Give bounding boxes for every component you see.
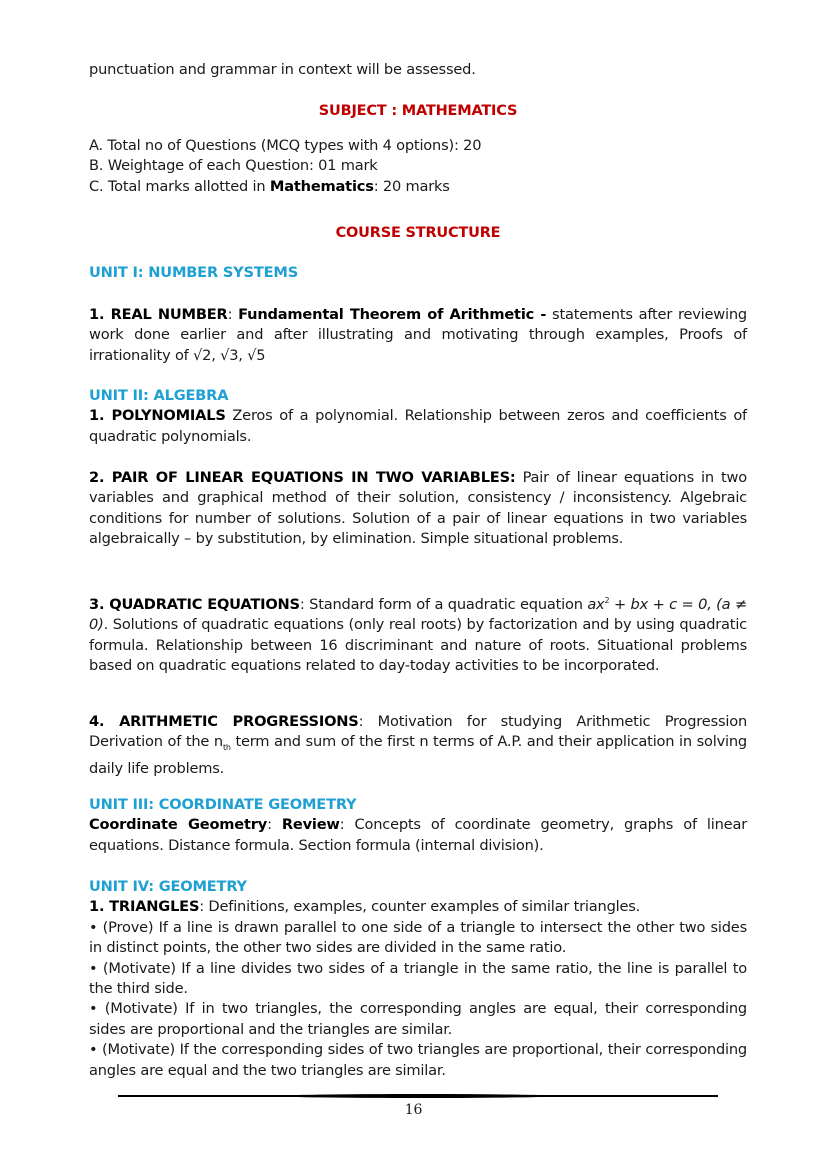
exam-info [89, 136, 747, 197]
topic-text: : Motivation for studying Arithmetic Progression Derivation of the n [89, 713, 748, 751]
bullet-item: • (Motivate) If the corresponding sides of two triangles are proportional, their corresponding angles are equal and the two triangles are similar. [89, 1041, 747, 1079]
topic-text: statements after reviewing work done earlier and after illustrating and motivating through examples, Proofs of irrationality of √2, √3, √5 [89, 306, 747, 364]
bullet-item: • (Motivate) If in two triangles, the corresponding angles are equal, their corresponding sides are proportional and the triangles are similar. [89, 1000, 747, 1038]
bullet-item: • (Motivate) If a line divides two sides of a triangle in the same ratio, the line is parallel to the third side. [89, 959, 747, 998]
topic-text: Zeros of a polynomial. Relationship between zeros and coefficients of quadratic polynomials. [89, 407, 747, 445]
topic-label: 4. ARITHMETIC PROGRESSIONS [89, 713, 359, 730]
subscript: th [222, 743, 231, 753]
footer-divider [118, 1094, 718, 1098]
course-heading: COURSE STRUCTURE [335, 225, 501, 241]
exam-info-b: B. Weightage of each Question: 01 mark [89, 157, 378, 175]
unit-2-topic-3 [89, 591, 747, 676]
text: : [267, 816, 282, 834]
unit-4-title: UNIT IV: GEOMETRY [89, 878, 247, 895]
exam-info-a: A. Total no of Questions (MCQ types with 4 options): 20 [89, 137, 482, 154]
topic-text: : Definitions, examples, counter examples of similar triangles. [199, 898, 641, 916]
bold-text: Mathematics [269, 177, 374, 195]
unit-4-topic-1 [89, 897, 747, 917]
topic-label: Coordinate Geometry [89, 816, 268, 834]
text: : [227, 306, 239, 323]
unit-1-topic-1 [89, 305, 747, 366]
unit-1-title: UNIT I: NUMBER SYSTEMS [89, 264, 299, 281]
topic-label: 1. REAL NUMBER [89, 306, 228, 323]
topic-label: 1. POLYNOMIALS [89, 407, 226, 425]
page-number: 16 [404, 1102, 423, 1118]
unit-3 [89, 795, 747, 856]
unit-2-topic-2 [89, 468, 747, 550]
exam-info-c [89, 177, 747, 197]
unit-4 [89, 877, 747, 1081]
math-sup: 2 [604, 596, 610, 605]
topic-text: term and sum of the first n terms of A.P. and their application in solving daily life problems. [89, 733, 747, 777]
math: ax [587, 595, 605, 613]
subject-heading: SUBJECT : MATHEMATICS [318, 103, 518, 119]
text: : 20 marks [373, 177, 450, 195]
unit-2 [89, 386, 747, 447]
topic-label: Review [281, 816, 340, 834]
math: + bx + c = 0, (a ≠ 0) [89, 595, 747, 634]
topic-label: 2. PAIR OF LINEAR EQUATIONS IN TWO VARIABLES: [89, 469, 516, 486]
topic-label: 3. QUADRATIC EQUATIONS [89, 595, 300, 613]
topic-text: : Standard form of a quadratic equation [299, 595, 588, 613]
topic-label: 1. TRIANGLES [89, 898, 200, 916]
unit-3-topic-1 [89, 815, 747, 856]
bullet-item: • (Prove) If a line is drawn parallel to one side of a triangle to intersect the other two sides in distinct points, the other two sides are divided in the same ratio. [89, 918, 747, 957]
unit-2-topic-1 [89, 406, 747, 447]
topic-label: Fundamental Theorem of Arithmetic - [238, 306, 547, 323]
unit-3-title: UNIT III: COORDINATE GEOMETRY [89, 796, 357, 813]
topic-text: Pair of linear equations in two variables and graphical method of their solution, consistency / inconsistency. Algebraic conditions for number of solutions. Solution of a pair of linear equations in two variables algebraically – by substitution, by elimination. Simple situational problems. [89, 469, 747, 548]
topic-text: : Concepts of coordinate geometry, graphs of linear equations. Distance formula. Section formula (internal division). [89, 816, 748, 854]
unit-2-topic-4 [89, 712, 747, 779]
text: C. Total marks allotted in [89, 177, 270, 195]
topic-text: . Solutions of quadratic equations (only real roots) by factorization and by using quadratic formula. Relationship between 16 discriminant and nature of roots. Situational problems based on quadratic equations related to day-today activities to be incorporated. [89, 616, 747, 675]
unit-2-title: UNIT II: ALGEBRA [89, 387, 229, 404]
intro-tail: punctuation and grammar in context will be assessed. [89, 61, 476, 78]
